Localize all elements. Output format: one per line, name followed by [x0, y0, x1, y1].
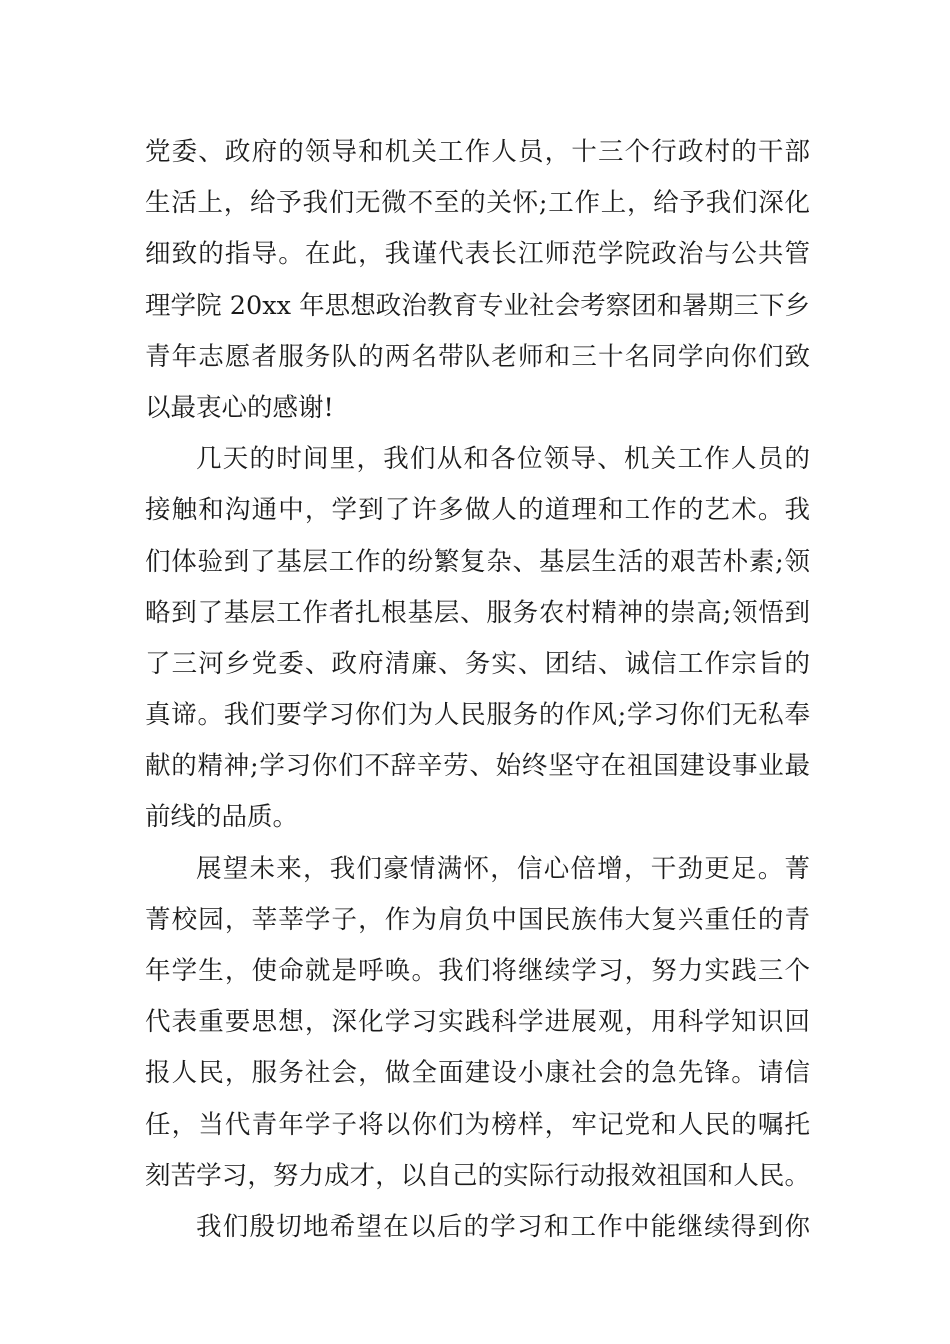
text-line: 报人民，服务社会，做全面建设小康社会的急先锋。请信 — [145, 1058, 810, 1089]
text-line: 展望未来，我们豪情满怀，信心倍增，干劲更足。菁 — [196, 853, 810, 884]
text-line: 了三河乡党委、政府清廉、务实、团结、诚信工作宗旨的 — [145, 648, 810, 679]
text-line: 献的精神;学习你们不辞辛劳、始终坚守在祖国建设事业最 — [145, 751, 810, 782]
text-line: 理学院 20xx 年思想政治教育专业社会考察团和暑期三下乡 — [145, 290, 810, 321]
text-line: 党委、政府的领导和机关工作人员，十三个行政村的干部 — [145, 137, 810, 167]
text-line: 刻苦学习，努力成才，以自己的实际行动报效祖国和人民。 — [145, 1160, 810, 1191]
text-line: 我们殷切地希望在以后的学习和工作中能继续得到你 — [196, 1211, 810, 1242]
text-line: 略到了基层工作者扎根基层、服务农村精神的崇高;领悟到 — [145, 597, 810, 628]
text-line: 几天的时间里，我们从和各位领导、机关工作人员的 — [196, 444, 810, 475]
text-line: 青年志愿者服务队的两名带队老师和三十名同学向你们致 — [145, 341, 810, 372]
text-line: 们体验到了基层工作的纷繁复杂、基层生活的艰苦朴素;领 — [145, 546, 810, 577]
text-line: 生活上，给予我们无微不至的关怀;工作上，给予我们深化 — [145, 188, 810, 219]
text-line: 菁校园，莘莘学子，作为肩负中国民族伟大复兴重任的青 — [145, 904, 810, 935]
text-line: 代表重要思想，深化学习实践科学进展观，用科学知识回 — [145, 1007, 810, 1038]
text-line: 细致的指导。在此，我谨代表长江师范学院政治与公共管 — [145, 239, 810, 270]
body-text — [145, 127, 810, 1253]
text-line: 接触和沟通中，学到了许多做人的道理和工作的艺术。我 — [145, 495, 810, 526]
text-line: 真谛。我们要学习你们为人民服务的作风;学习你们无私奉 — [145, 700, 810, 731]
text-line: 年学生，使命就是呼唤。我们将继续学习，努力实践三个 — [145, 956, 810, 986]
text-line: 前线的品质。 — [145, 802, 299, 833]
text-line: 以最衷心的感谢! — [145, 392, 334, 423]
text-line: 任，当代青年学子将以你们为榜样，牢记党和人民的嘱托 — [145, 1109, 810, 1140]
